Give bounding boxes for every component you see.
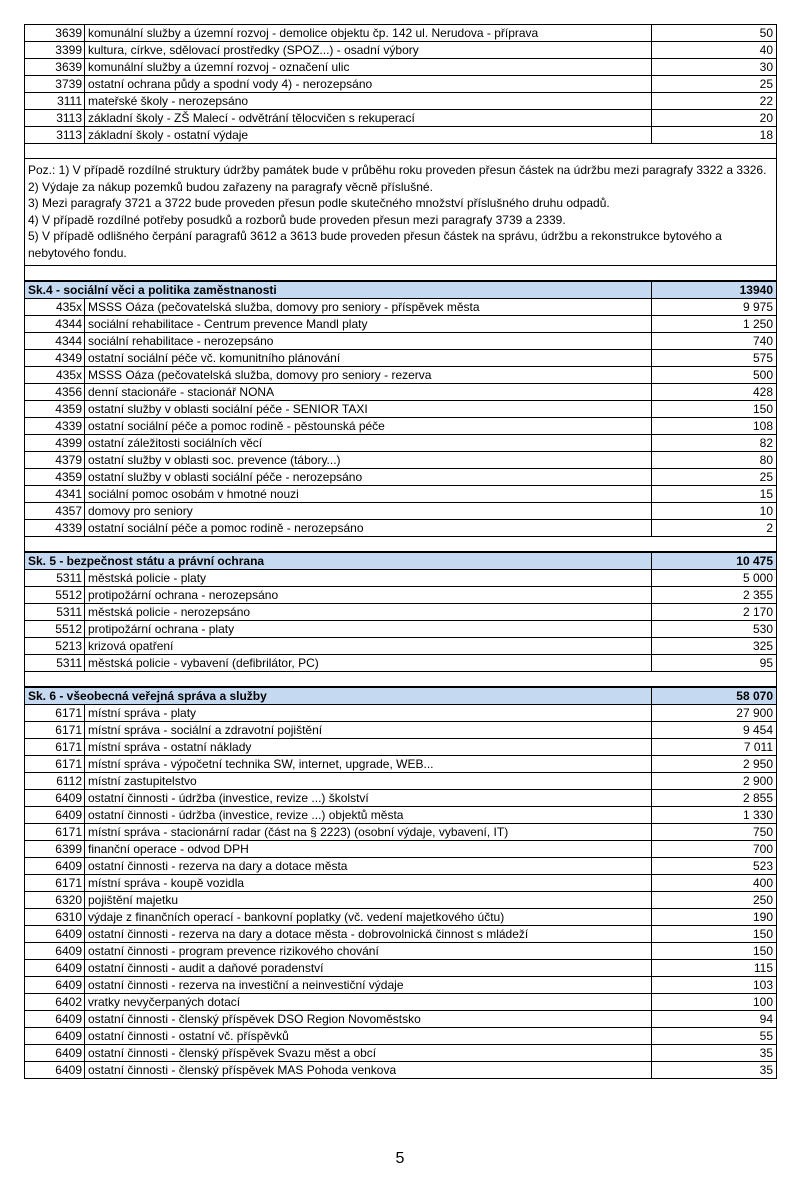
table-row <box>25 42 777 59</box>
item-amount: 2 950 <box>652 756 777 773</box>
table-row <box>25 909 777 926</box>
paragraph-code: 4357 <box>25 503 85 520</box>
item-amount: 55 <box>652 1028 777 1045</box>
item-description: komunální služby a územní rozvoj - označení ulic <box>85 59 652 76</box>
item-description: pojištění majetku <box>85 892 652 909</box>
section-header <box>25 687 777 705</box>
note-line: Poz.: 1) V případě rozdílné struktury údržby památek bude v průběhu roku proveden přesun částek na údržbu mezi paragrafy 3322 a 3326. <box>28 163 767 177</box>
table-row <box>25 1028 777 1045</box>
section-title: Sk.4 - sociální věci a politika zaměstnanosti <box>25 281 652 299</box>
item-description: ostatní záležitosti sociálních věcí <box>85 435 652 452</box>
item-amount: 250 <box>652 892 777 909</box>
item-amount: 82 <box>652 435 777 452</box>
paragraph-code: 5213 <box>25 638 85 655</box>
table-row <box>25 1045 777 1062</box>
paragraph-code: 5311 <box>25 655 85 672</box>
paragraph-code: 5311 <box>25 604 85 621</box>
section-title: Sk. 6 - všeobecná veřejná správa a služby <box>25 687 652 705</box>
paragraph-code: 5311 <box>25 570 85 587</box>
paragraph-code: 4344 <box>25 333 85 350</box>
item-amount: 20 <box>652 110 777 127</box>
table-row <box>25 435 777 452</box>
item-amount: 2 170 <box>652 604 777 621</box>
item-description: komunální služby a územní rozvoj - demolice objektu čp. 142 ul. Nerudova - příprava <box>85 25 652 42</box>
paragraph-code: 6171 <box>25 756 85 773</box>
item-amount: 523 <box>652 858 777 875</box>
table-row <box>25 621 777 638</box>
table-row <box>25 994 777 1011</box>
table-row <box>25 604 777 621</box>
table-row <box>25 875 777 892</box>
section-title: Sk. 5 - bezpečnost státu a právní ochrana <box>25 552 652 570</box>
section-header <box>25 552 777 570</box>
table-row <box>25 960 777 977</box>
paragraph-code: 6409 <box>25 790 85 807</box>
item-description: ostatní sociální péče a pomoc rodině - pěstounská péče <box>85 418 652 435</box>
paragraph-code: 6409 <box>25 960 85 977</box>
item-description: městská policie - vybavení (defibrilátor, PC) <box>85 655 652 672</box>
item-amount: 94 <box>652 1011 777 1028</box>
paragraph-code: 6171 <box>25 824 85 841</box>
paragraph-code: 6409 <box>25 943 85 960</box>
paragraph-code: 6320 <box>25 892 85 909</box>
item-description: místní správa - sociální a zdravotní pojištění <box>85 722 652 739</box>
item-amount: 1 330 <box>652 807 777 824</box>
paragraph-code: 6171 <box>25 875 85 892</box>
spacer-row <box>25 144 777 159</box>
item-amount: 25 <box>652 76 777 93</box>
table-row <box>25 1062 777 1079</box>
table-row <box>25 1011 777 1028</box>
paragraph-code: 3113 <box>25 127 85 144</box>
item-amount: 700 <box>652 841 777 858</box>
item-description: místní správa - platy <box>85 705 652 722</box>
item-description: kultura, církve, sdělovací prostředky (SPOZ...) - osadní výbory <box>85 42 652 59</box>
paragraph-code: 3639 <box>25 59 85 76</box>
section-header <box>25 281 777 299</box>
paragraph-code: 435x <box>25 367 85 384</box>
paragraph-code: 3111 <box>25 93 85 110</box>
item-amount: 80 <box>652 452 777 469</box>
item-amount: 5 000 <box>652 570 777 587</box>
item-description: ostatní činnosti - rezerva na investiční a neinvestiční výdaje <box>85 977 652 994</box>
paragraph-code: 4341 <box>25 486 85 503</box>
paragraph-code: 6112 <box>25 773 85 790</box>
item-amount: 30 <box>652 59 777 76</box>
table-row <box>25 127 777 144</box>
item-description: ostatní činnosti - ostatní vč. příspěvků <box>85 1028 652 1045</box>
item-description: denní stacionáře - stacionář NONA <box>85 384 652 401</box>
table-row <box>25 587 777 604</box>
item-description: sociální pomoc osobám v hmotné nouzi <box>85 486 652 503</box>
item-amount: 575 <box>652 350 777 367</box>
item-description: MSSS Oáza (pečovatelská služba, domovy pro seniory - rezerva <box>85 367 652 384</box>
item-description: místní správa - výpočetní technika SW, internet, upgrade, WEB... <box>85 756 652 773</box>
item-amount: 750 <box>652 824 777 841</box>
paragraph-code: 4344 <box>25 316 85 333</box>
item-description: ostatní služby v oblasti sociální péče - nerozepsáno <box>85 469 652 486</box>
paragraph-code: 3113 <box>25 110 85 127</box>
table-row <box>25 841 777 858</box>
paragraph-code: 6171 <box>25 739 85 756</box>
paragraph-code: 6171 <box>25 705 85 722</box>
item-amount: 35 <box>652 1045 777 1062</box>
item-amount: 190 <box>652 909 777 926</box>
table-row <box>25 401 777 418</box>
table-row <box>25 110 777 127</box>
item-description: ostatní činnosti - členský příspěvek Svazu měst a obcí <box>85 1045 652 1062</box>
item-amount: 2 355 <box>652 587 777 604</box>
table-row <box>25 503 777 520</box>
table-row <box>25 93 777 110</box>
table-row <box>25 333 777 350</box>
item-description: výdaje z finančních operací - bankovní poplatky (vč. vedení majetkového účtu) <box>85 909 652 926</box>
table-row <box>25 76 777 93</box>
budget-table-body <box>25 25 777 1079</box>
item-description: ostatní činnosti - audit a daňové poradenství <box>85 960 652 977</box>
item-amount: 18 <box>652 127 777 144</box>
paragraph-code: 6409 <box>25 1062 85 1079</box>
item-description: základní školy - ostatní výdaje <box>85 127 652 144</box>
item-description: mateřské školy - nerozepsáno <box>85 93 652 110</box>
paragraph-code: 6399 <box>25 841 85 858</box>
table-row <box>25 773 777 790</box>
item-description: ostatní činnosti - rezerva na dary a dotace města - dobrovolnická činnost s mládeží <box>85 926 652 943</box>
paragraph-code: 4339 <box>25 418 85 435</box>
table-row <box>25 350 777 367</box>
item-description: sociální rehabilitace - nerozepsáno <box>85 333 652 350</box>
table-row <box>25 570 777 587</box>
item-description: ostatní činnosti - členský příspěvek MAS Pohoda venkova <box>85 1062 652 1079</box>
item-amount: 9 975 <box>652 299 777 316</box>
item-amount: 2 855 <box>652 790 777 807</box>
item-description: ostatní služby v oblasti soc. prevence (tábory...) <box>85 452 652 469</box>
item-amount: 530 <box>652 621 777 638</box>
table-row <box>25 486 777 503</box>
table-row <box>25 418 777 435</box>
table-row <box>25 25 777 42</box>
note-line: 4) V případě rozdílné potřeby posudků a rozborů bude proveden přesun mezi paragrafy 3739 a 2339. <box>28 212 566 227</box>
item-description: ostatní činnosti - program prevence rizikového chování <box>85 943 652 960</box>
item-amount: 108 <box>652 418 777 435</box>
item-description: ostatní činnosti - členský příspěvek DSO Region Novoměstsko <box>85 1011 652 1028</box>
item-amount: 2 <box>652 520 777 537</box>
spacer-cell <box>25 537 777 553</box>
item-amount: 35 <box>652 1062 777 1079</box>
item-amount: 95 <box>652 655 777 672</box>
spacer-cell <box>25 672 777 688</box>
paragraph-code: 3399 <box>25 42 85 59</box>
item-description: ostatní sociální péče vč. komunitního plánování <box>85 350 652 367</box>
paragraph-code: 6409 <box>25 1011 85 1028</box>
table-row <box>25 722 777 739</box>
paragraph-code: 6171 <box>25 722 85 739</box>
paragraph-code: 6409 <box>25 807 85 824</box>
item-amount: 400 <box>652 875 777 892</box>
table-row <box>25 469 777 486</box>
page-number: 5 <box>395 1150 405 1167</box>
item-description: finanční operace - odvod DPH <box>85 841 652 858</box>
item-description: místní správa - ostatní náklady <box>85 739 652 756</box>
table-row <box>25 977 777 994</box>
table-row <box>25 807 777 824</box>
paragraph-code: 3739 <box>25 76 85 93</box>
item-amount: 25 <box>652 469 777 486</box>
note-line: 3) Mezi paragrafy 3721 a 3722 bude proveden přesun podle skutečného množství příslušného druhu odpadů. <box>28 196 610 210</box>
paragraph-code: 4349 <box>25 350 85 367</box>
paragraph-code: 4379 <box>25 452 85 469</box>
table-row <box>25 299 777 316</box>
table-row <box>25 824 777 841</box>
paragraph-code: 4359 <box>25 401 85 418</box>
item-amount: 7 011 <box>652 739 777 756</box>
paragraph-code: 4359 <box>25 469 85 486</box>
item-amount: 1 250 <box>652 316 777 333</box>
spacer-cell <box>25 144 777 159</box>
table-row <box>25 384 777 401</box>
note-line: 2) Výdaje za nákup pozemků budou zařazeny na paragrafy věcně příslušné. <box>28 179 433 194</box>
paragraph-code: 6402 <box>25 994 85 1011</box>
item-amount: 428 <box>652 384 777 401</box>
item-description: městská policie - nerozepsáno <box>85 604 652 621</box>
item-description: ostatní sociální péče a pomoc rodině - nerozepsáno <box>85 520 652 537</box>
spacer-row <box>25 266 777 282</box>
item-description: MSSS Oáza (pečovatelská služba, domovy pro seniory - příspěvek města <box>85 299 652 316</box>
section-total: 58 070 <box>652 687 777 705</box>
spacer-cell <box>25 266 777 282</box>
spacer-row <box>25 672 777 688</box>
item-amount: 10 <box>652 503 777 520</box>
item-amount: 50 <box>652 25 777 42</box>
paragraph-code: 4399 <box>25 435 85 452</box>
item-amount: 100 <box>652 994 777 1011</box>
item-amount: 22 <box>652 93 777 110</box>
paragraph-code: 435x <box>25 299 85 316</box>
item-description: ostatní činnosti - rezerva na dary a dotace města <box>85 858 652 875</box>
item-amount: 27 900 <box>652 705 777 722</box>
section-total: 13940 <box>652 281 777 299</box>
spacer-row <box>25 537 777 553</box>
item-description: protipožární ochrana - nerozepsáno <box>85 587 652 604</box>
table-row <box>25 705 777 722</box>
table-row <box>25 926 777 943</box>
item-description: místní zastupitelstvo <box>85 773 652 790</box>
item-amount: 500 <box>652 367 777 384</box>
section-total: 10 475 <box>652 552 777 570</box>
table-row <box>25 858 777 875</box>
item-amount: 150 <box>652 401 777 418</box>
table-row <box>25 316 777 333</box>
item-amount: 103 <box>652 977 777 994</box>
paragraph-code: 6409 <box>25 1045 85 1062</box>
item-description: krizová opatření <box>85 638 652 655</box>
paragraph-code: 4356 <box>25 384 85 401</box>
table-row <box>25 520 777 537</box>
table-row <box>25 367 777 384</box>
table-row <box>25 892 777 909</box>
paragraph-code: 3639 <box>25 25 85 42</box>
note-line: 5) V případě odlišného čerpání paragrafů 3612 a 3613 bude proveden přesun částek na správu, údržbu a rekonstrukce bytového a nebytového fondu. <box>28 229 722 260</box>
item-amount: 2 900 <box>652 773 777 790</box>
item-amount: 15 <box>652 486 777 503</box>
item-description: městská policie - platy <box>85 570 652 587</box>
paragraph-code: 6409 <box>25 1028 85 1045</box>
item-description: místní správa - koupě vozidla <box>85 875 652 892</box>
table-row <box>25 790 777 807</box>
paragraph-code: 5512 <box>25 621 85 638</box>
paragraph-code: 6310 <box>25 909 85 926</box>
item-description: ostatní služby v oblasti sociální péče - SENIOR TAXI <box>85 401 652 418</box>
item-amount: 9 454 <box>652 722 777 739</box>
item-description: domovy pro seniory <box>85 503 652 520</box>
item-amount: 40 <box>652 42 777 59</box>
item-description: místní správa - stacionární radar (část na § 2223) (osobní výdaje, vybavení, IT) <box>85 824 652 841</box>
table-row <box>25 739 777 756</box>
table-row <box>25 59 777 76</box>
item-amount: 115 <box>652 960 777 977</box>
item-amount: 325 <box>652 638 777 655</box>
item-description: protipožární ochrana - platy <box>85 621 652 638</box>
table-row <box>25 943 777 960</box>
item-description: ostatní činnosti - údržba (investice, revize ...) objektů města <box>85 807 652 824</box>
item-description: ostatní činnosti - údržba (investice, revize ...) školství <box>85 790 652 807</box>
item-amount: 150 <box>652 926 777 943</box>
paragraph-code: 4339 <box>25 520 85 537</box>
item-amount: 740 <box>652 333 777 350</box>
item-description: sociální rehabilitace - Centrum prevence Mandl platy <box>85 316 652 333</box>
table-row <box>25 452 777 469</box>
table-row <box>25 756 777 773</box>
paragraph-code: 6409 <box>25 858 85 875</box>
table-row <box>25 638 777 655</box>
item-description: vratky nevyčerpaných dotací <box>85 994 652 1011</box>
budget-table <box>24 24 777 1079</box>
notes-row <box>25 159 777 266</box>
item-amount: 150 <box>652 943 777 960</box>
paragraph-code: 6409 <box>25 977 85 994</box>
paragraph-code: 5512 <box>25 587 85 604</box>
table-row <box>25 655 777 672</box>
item-description: základní školy - ZŠ Malecí - odvětrání tělocvičen s rekuperací <box>85 110 652 127</box>
paragraph-code: 6409 <box>25 926 85 943</box>
item-description: ostatní ochrana půdy a spodní vody 4) - nerozepsáno <box>85 76 652 93</box>
notes-cell <box>25 159 777 266</box>
